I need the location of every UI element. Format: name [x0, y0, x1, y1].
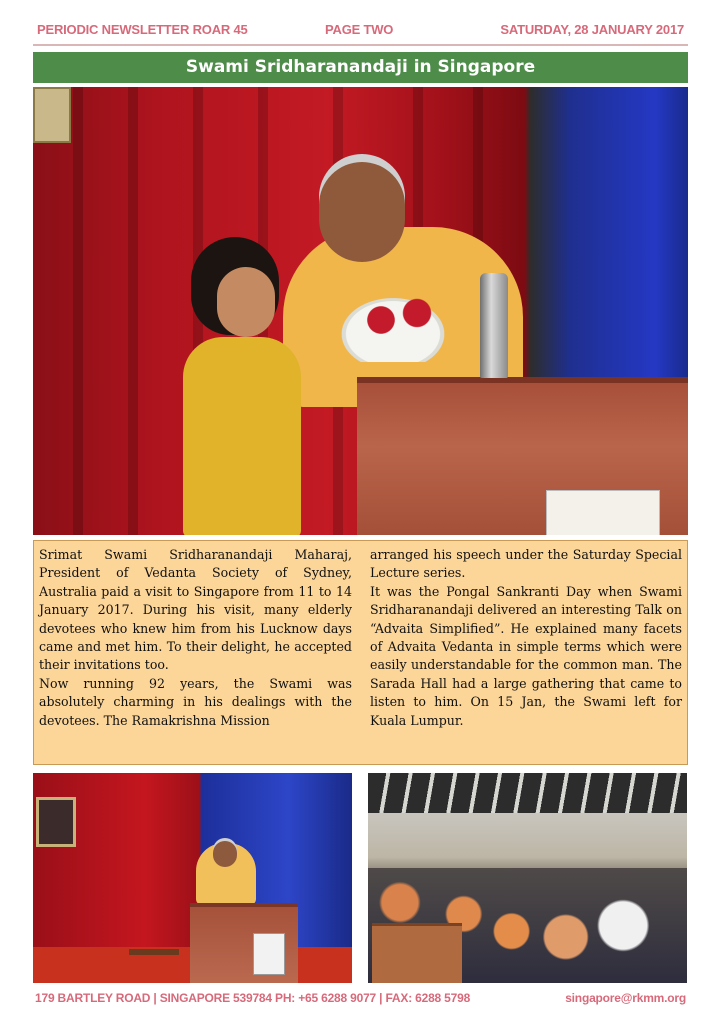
- side-table: [129, 949, 179, 955]
- swami-head: [319, 162, 405, 262]
- wall-frame: [33, 87, 71, 143]
- page-header: [33, 18, 688, 40]
- main-photo: [33, 87, 688, 535]
- email-link[interactable]: singapore@rkmm.org: [565, 991, 686, 1005]
- paragraph: Now running 92 years, the Swami was absolutely charming in his dealings with the devotees. The Ramakrishna Mission: [39, 675, 352, 728]
- page-number: PAGE TWO: [325, 22, 394, 37]
- front-desk: [372, 923, 462, 983]
- podium-emblem: [253, 933, 285, 975]
- paragraph: It was the Pongal Sankranti Day when Swami Sridharanandaji delivered an interesting Talk on “Advaita Simplified”. He explained many facets of Advaita Vedanta in simple terms which were easily understandable for the common man. The Sarada Hall had a large gathering that came to listen to him. On 15 Jan, the Swami left for Kuala Lumpur.: [370, 583, 682, 728]
- article-column-1: [39, 546, 352, 730]
- paragraph: arranged his speech under the Saturday Special Lecture series.: [370, 547, 682, 581]
- hall-ceiling: [368, 773, 687, 813]
- flask: [480, 273, 508, 378]
- flower-bouquet: [333, 292, 453, 362]
- wall-frame: [36, 797, 76, 847]
- newsletter-issue: PERIODIC NEWSLETTER ROAR 45: [37, 22, 248, 37]
- swami-head: [213, 841, 237, 867]
- address-contact: 179 BARTLEY ROAD | SINGAPORE 539784 PH: +65 6288 9077 | FAX: 6288 5798: [35, 991, 471, 1005]
- girl-face: [217, 267, 275, 337]
- issue-date: SATURDAY, 28 JANUARY 2017: [500, 22, 684, 37]
- article-title: Swami Sridharanandaji in Singapore: [33, 52, 688, 83]
- header-divider: [33, 44, 688, 46]
- audience-photo: [368, 773, 687, 983]
- podium-sign: [546, 490, 660, 535]
- article-column-2: [370, 546, 682, 730]
- page-footer: [33, 990, 688, 1008]
- speaker-photo: [33, 773, 352, 983]
- article-body: [33, 540, 688, 765]
- girl-figure: [183, 337, 301, 535]
- paragraph: Srimat Swami Sridharanandaji Maharaj, President of Vedanta Society of Sydney, Australia paid a visit to Singapore from 11 to 14 January 2017. During his visit, many elderly devotees who knew him from his Lucknow days came and met him. To their delight, he accepted their invitations too.: [39, 547, 352, 673]
